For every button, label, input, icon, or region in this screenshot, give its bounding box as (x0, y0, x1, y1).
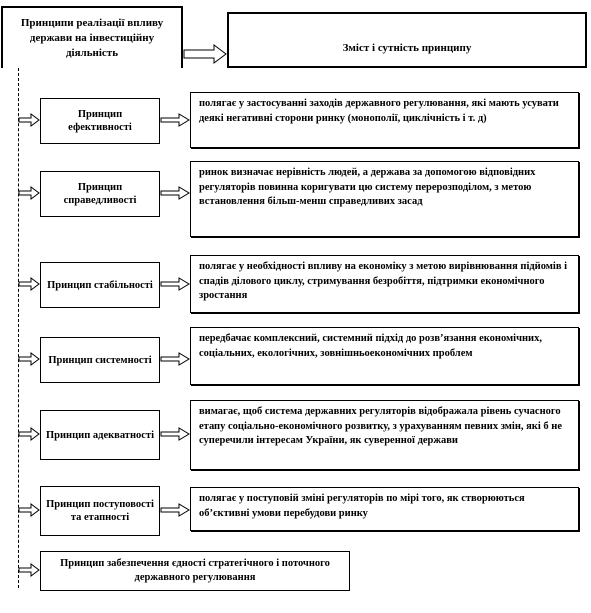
arrow-right-icon (19, 353, 39, 365)
arrow-right-icon (19, 564, 39, 576)
principle-name: Принцип стабільності (47, 279, 153, 291)
principle-name: Принцип забезпечення єдності стратегічного і поточного державного регулювання (60, 558, 330, 583)
principle-description: передбачає комплексний, системний підхід до розв’язання економічних, соціальних, екологічних, зовнішньоекономічних проблем (199, 333, 542, 359)
arrow-right-icon (184, 45, 226, 63)
content-column-header-text: Зміст і сутність принципу (342, 42, 472, 54)
arrow-right-icon (19, 504, 39, 516)
principle-name: Принцип адекватності (46, 429, 154, 441)
arrow-right-icon (161, 187, 189, 199)
arrow-right-icon (161, 114, 189, 126)
arrow-right-icon (161, 278, 189, 290)
arrow-right-icon (19, 428, 39, 440)
principle-description: ринок визначає нерівність людей, а держава за допомогою відповідних регуляторів повинна коригувати цю систему перерозподілом, з метою встановлення більш-менш справедливих засад (199, 167, 536, 207)
arrow-right-icon (19, 187, 39, 199)
principle-description: вимагає, щоб система державних регуляторів відображала рівень сучасного етапу соціально-економічного розвитку, з урахуванням певних змін, які б не суперечили інтересам України, як суверенної держави (199, 406, 562, 446)
diagram-title-text: Принципи реалізації впливу держави на інвестиційну діяльність (20, 16, 164, 59)
arrow-right-icon (161, 428, 189, 440)
principle-description: полягає у застосуванні заходів державного регулювання, які мають усувати деякі негативні сторони ринку (монополії, циклічність і т. д) (199, 98, 559, 124)
principle-name: Принцип справедливості (63, 182, 137, 206)
arrow-right-icon (19, 114, 39, 126)
principle-description: полягає у поступовій зміні регуляторів по мірі того, як створюються об’єктивні умови перебудови ринку (199, 493, 525, 519)
principle-name: Принцип системності (48, 354, 152, 366)
arrow-right-icon (19, 278, 39, 290)
arrow-right-icon (161, 504, 189, 516)
principle-name: Принцип ефективності (68, 109, 132, 133)
principle-name: Принцип поступовості та етапності (46, 499, 154, 523)
principle-description: полягає у необхідності впливу на економіку з метою вирівнювання підйомів і спадів ділового циклу, стримування безробіття, підтримки економічного зростання (199, 261, 568, 301)
arrow-right-icon (161, 353, 189, 365)
